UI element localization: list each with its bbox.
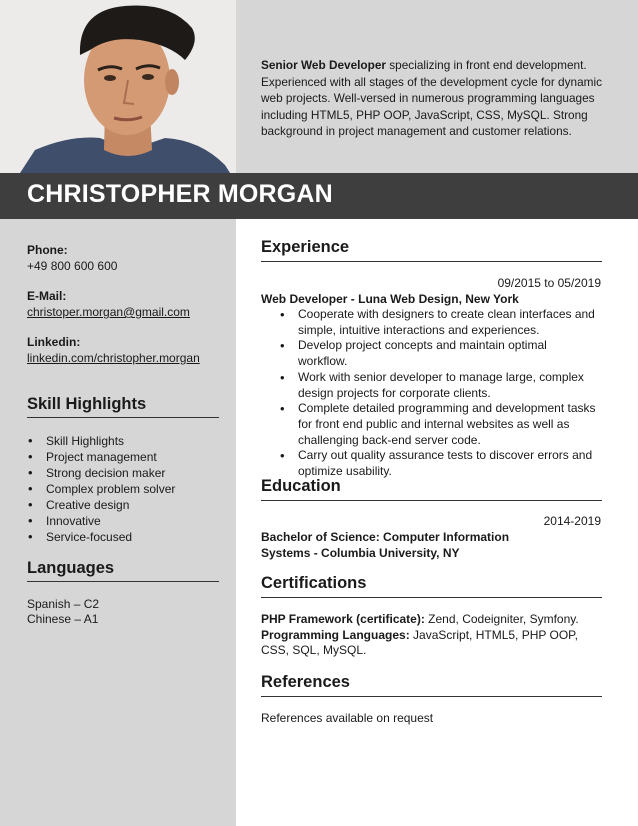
summary-text: specializing in front end development. Experienced with all stages of the development cycle for dynamic web projects. Well-versed in numerous programming languages including HTML5, PHP OOP, JavaScript, CSS, MySQL. Strong background in project management and customer relations.	[261, 58, 602, 139]
linkedin-link[interactable]: linkedin.com/christopher.morgan	[27, 351, 200, 365]
linkedin-label: Linkedin:	[27, 335, 81, 349]
email-link[interactable]: christoper.morgan@gmail.com	[27, 305, 190, 319]
languages-heading: Languages	[27, 559, 219, 582]
skill-item: • Strong decision maker	[27, 465, 175, 481]
skill-item: • Project management	[27, 449, 175, 465]
email-label: E-Mail:	[27, 289, 67, 303]
experience-date: 09/2015 to 05/2019	[497, 276, 601, 290]
certifications-heading: Certifications	[261, 574, 602, 598]
skill-item: • Service-focused	[27, 529, 175, 545]
references-text: References available on request	[261, 711, 434, 725]
language-item: Chinese – A1	[27, 612, 99, 626]
references-heading: References	[261, 673, 602, 697]
cert-languages-text: JavaScript, HTML5, PHP OOP, CSS, SQL, MySQL.	[261, 627, 578, 658]
skill-item: • Skill Highlights	[27, 433, 175, 449]
skills-heading: Skill Highlights	[27, 395, 219, 418]
summary	[261, 57, 611, 140]
skill-item: • Complex problem solver	[27, 481, 175, 497]
experience-item: • Cooperate with designers to create clean interfaces and simple, intuitive interactions and experiences.	[261, 307, 596, 338]
candidate-name: CHRISTOPHER MORGAN	[27, 180, 333, 208]
education-degree: Bachelor of Science: Computer Information Systems - Columbia University, NY	[261, 530, 510, 560]
skills-list	[27, 433, 175, 545]
education-heading: Education	[261, 477, 602, 501]
phone-label: Phone:	[27, 243, 68, 257]
cert-php-label: PHP Framework (certificate):	[261, 612, 425, 626]
cert-languages-label: Programming Languages:	[261, 627, 410, 642]
experience-item: • Carry out quality assurance tests to discover errors and optimize usability.	[261, 448, 596, 479]
education-date: 2014-2019	[543, 514, 601, 528]
experience-item: • Develop project concepts and maintain optimal workflow.	[261, 338, 596, 369]
skill-item: • Innovative	[27, 513, 175, 529]
cert-php-text: Zend, Codeigniter, Symfony.	[424, 612, 579, 626]
experience-list	[261, 307, 596, 480]
certifications-text	[261, 612, 601, 659]
phone-value: +49 800 600 600	[27, 259, 118, 273]
job-title: Web Developer - Luna Web Design, New York	[261, 292, 519, 306]
experience-item: • Complete detailed programming and development tasks for front end public and internal websites as well as challenging back-end server code.	[261, 401, 596, 448]
experience-heading: Experience	[261, 238, 602, 262]
summary-role: Senior Web Developer	[261, 58, 386, 72]
experience-item: • Work with senior developer to manage large, complex design projects for corporate clients.	[261, 370, 596, 401]
profile-photo	[0, 0, 236, 173]
skill-item: • Creative design	[27, 497, 175, 513]
language-item: Spanish – C2	[27, 597, 100, 611]
